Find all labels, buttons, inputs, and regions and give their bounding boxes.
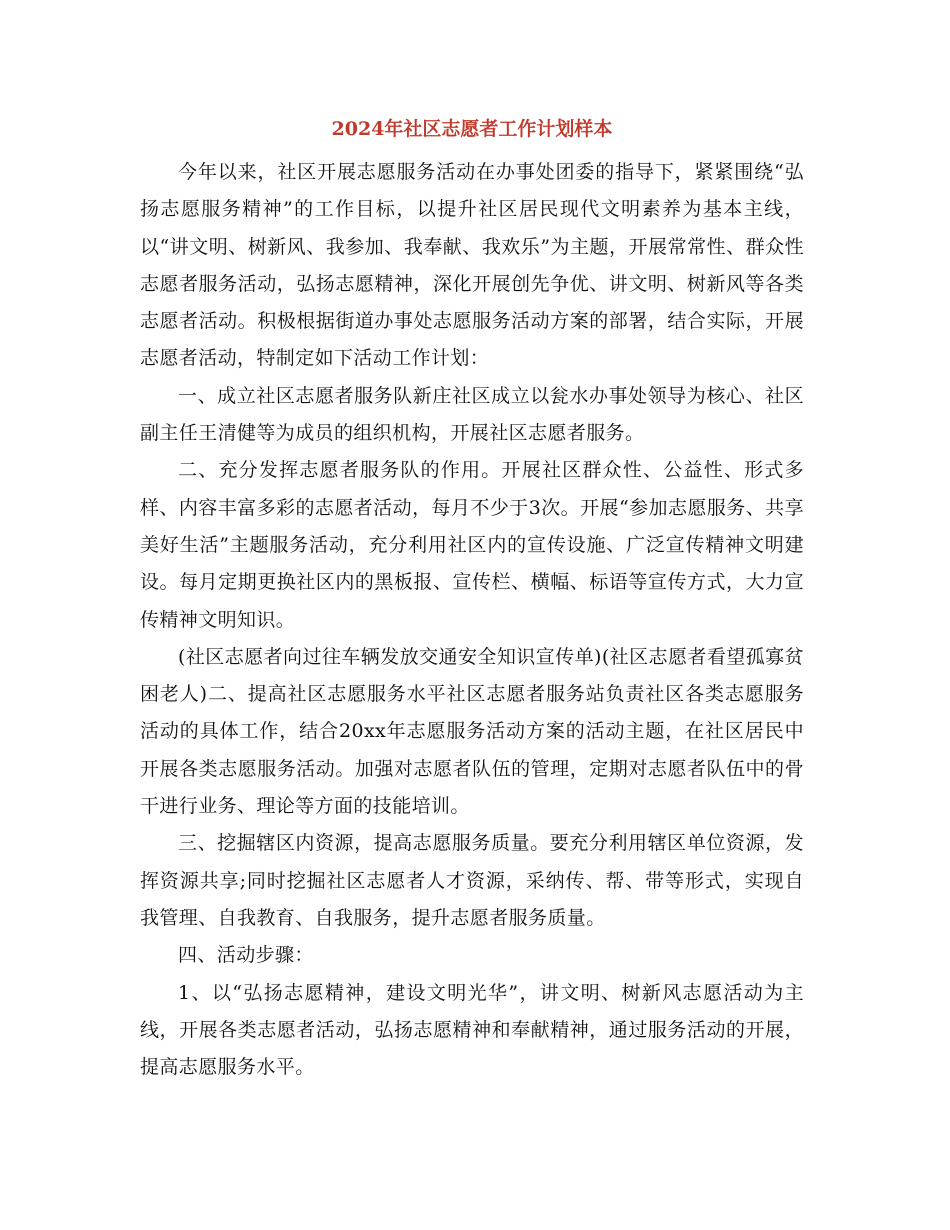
paragraph-section-1: 一、成立社区志愿者服务队新庄社区成立以瓮水办事处领导为核心、社区副主任王清健等为成员的组织机构，开展社区志愿者服务。 xyxy=(140,384,804,445)
paragraph-step-1: 1、以“弘扬志愿精神，建设文明光华”，讲文明、树新风志愿活动为主线，开展各类志愿者活动，弘扬志愿精神和奉献精神，通过服务活动的开展，提高志愿服务水平。 xyxy=(140,981,804,1079)
paragraph-intro: 今年以来，社区开展志愿服务活动在办事处团委的指导下，紧紧围绕“弘扬志愿服务精神”的工作目标，以提升社区居民现代文明素养为基本主线，以“讲文明、树新风、我参加、我奉献、我欢乐”为主题，开展常常性、群众性志愿者服务活动，弘扬志愿精神，深化开展创先争优、讲文明、树新风等各类志愿者活动。积极根据街道办事处志愿服务活动方案的部署，结合实际，开展志愿者活动，特制定如下活动工作计划： xyxy=(140,161,804,370)
paragraph-section-3: 三、挖掘辖区内资源，提高志愿服务质量。要充分利用辖区单位资源，发挥资源共享;同时挖掘社区志愿者人才资源，采纳传、帮、带等形式，实现自我管理、自我教育、自我服务，提升志愿者服务质量。 xyxy=(140,832,804,929)
paragraph-section-2: 二、充分发挥志愿者服务队的作用。开展社区群众性、公益性、形式多样、内容丰富多彩的志愿者活动，每月不少于3次。开展“参加志愿服务、共享美好生活”主题服务活动，充分利用社区内的宣传设施、广泛宣传精神文明建设。每月定期更换社区内的黑板报、宣传栏、横幅、标语等宣传方式，大力宣传精神文明知识。 xyxy=(140,459,804,631)
document-title: 2024年社区志愿者工作计划样本 xyxy=(331,118,613,140)
paragraph-section-4-heading: 四、活动步骤： xyxy=(178,944,314,967)
paragraph-section-2b: (社区志愿者向过往车辆发放交通安全知识宣传单)(社区志愿者看望孤寡贫困老人)二、提高社区志愿服务水平社区志愿者服务站负责社区各类志愿服务活动的具体工作，结合20xx年志愿服务活动方案的活动主题，在社区居民中开展各类志愿服务活动。加强对志愿者队伍的管理，定期对志愿者队伍中的骨干进行业务、理论等方面的技能培训。 xyxy=(140,645,804,818)
document-body xyxy=(140,154,804,1086)
